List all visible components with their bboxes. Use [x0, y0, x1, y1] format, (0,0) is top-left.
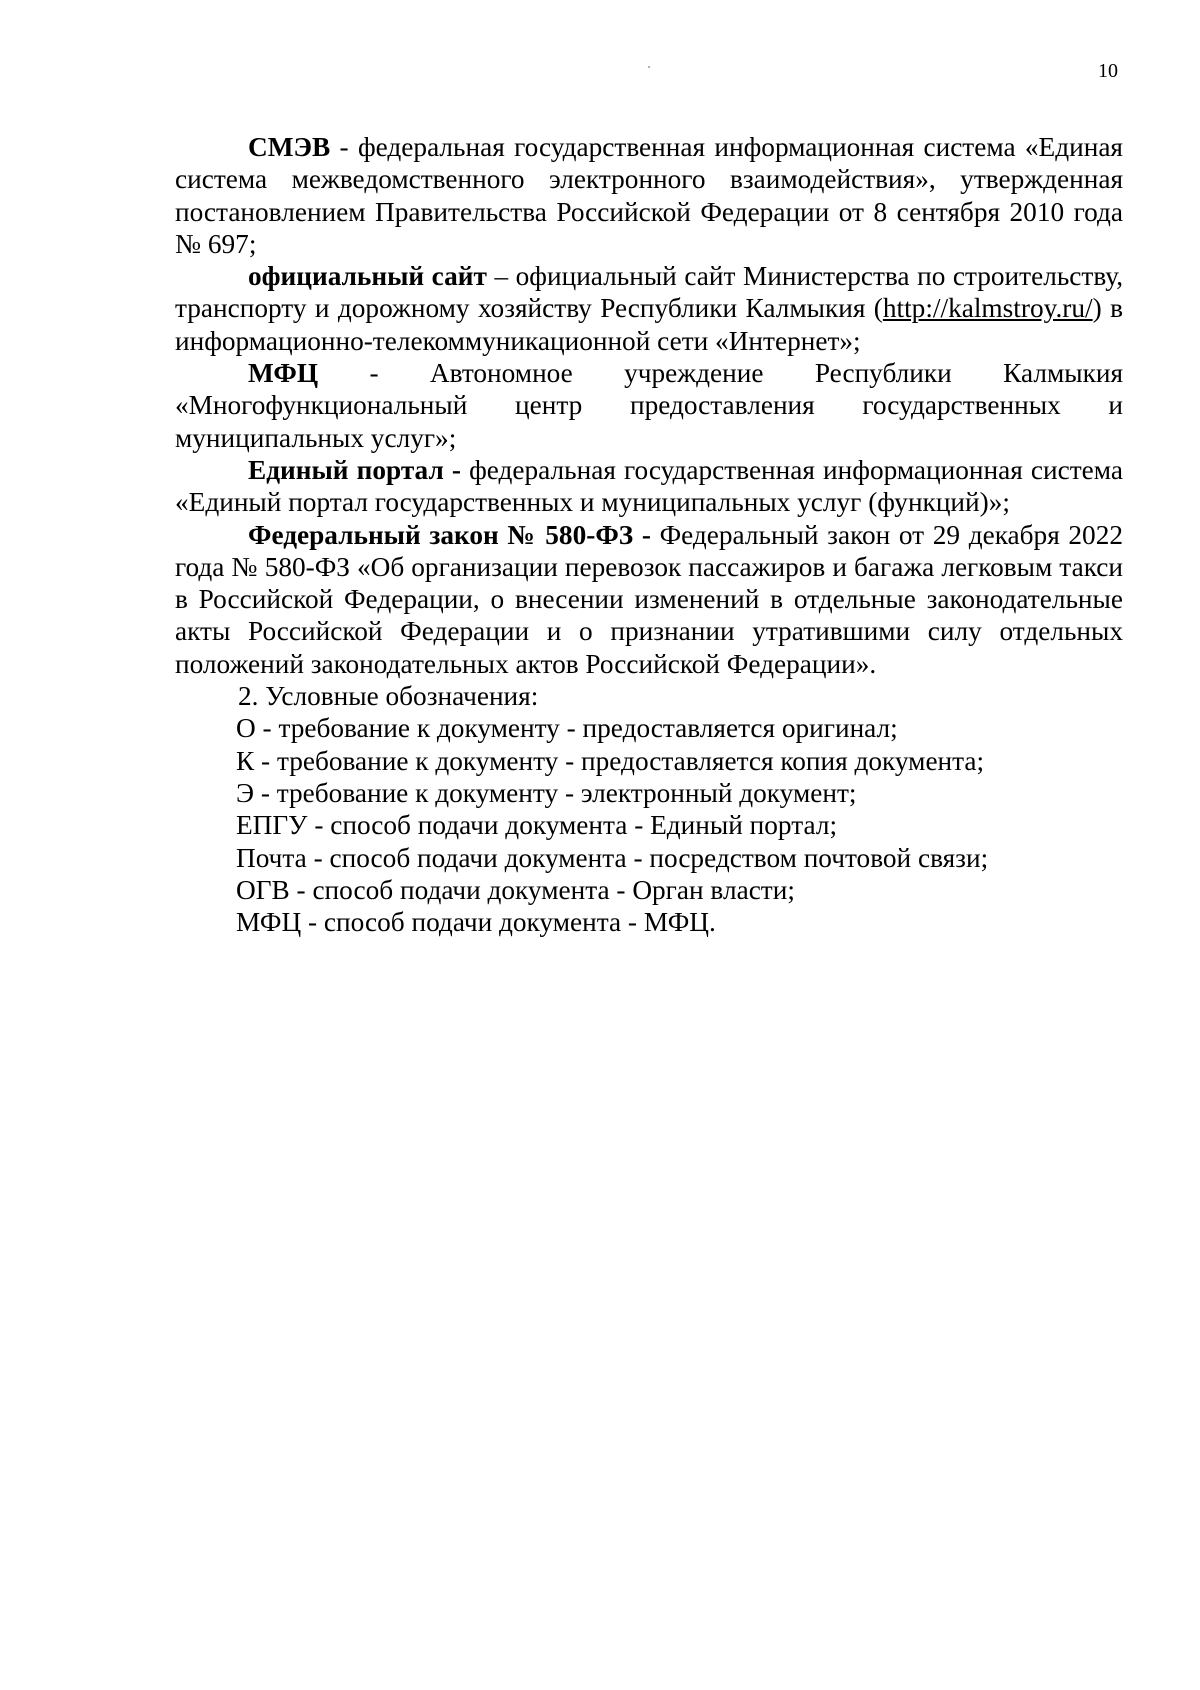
definition-text: Автономное учреждение Республики Калмыкия «Многофункциональный центр предоставления государственных и муниципальных услуг»;: [175, 358, 1124, 453]
official-site-link[interactable]: http://kalmstroy.ru/: [882, 293, 1093, 324]
legend-item: О - требование к документу - предоставляется оригинал;: [236, 713, 898, 744]
definition-term: Единый портал -: [248, 454, 461, 485]
definition-term: официальный сайт: [248, 261, 487, 292]
definition-text: официальный сайт Министерства по строительству, транспорту и дорожному хозяйству Республики Калмыкия (: [175, 261, 1124, 324]
definition-separator: [651, 520, 660, 550]
definition-separator: –: [486, 261, 516, 292]
definition-text: федеральная государственная информационная система «Единая система межведомственного электронного взаимодействия», утвержденная постановлением Правительства Российской Федерации от 8 сентября 2010 года № 697;: [175, 132, 1123, 259]
legend-item: Э - требование к документу - электронный документ;: [236, 777, 857, 808]
legend-item: ОГВ - способ подачи документа - Орган власти;: [236, 874, 795, 905]
definition-text-tail: ) в информационно-телекоммуникационной сети «Интернет»;: [175, 293, 1123, 356]
legend-item: Почта - способ подачи документа - посредством почтовой связи;: [236, 842, 989, 873]
definition-text: федеральная государственная информационная система «Единый портал государственных и муниципальных услуг (функций)»;: [175, 454, 1123, 518]
definition-separator: -: [330, 132, 358, 162]
definition-separator: -: [318, 358, 430, 389]
document-body: [175, 131, 1123, 938]
section-title: 2. Условные обозначения:: [238, 681, 539, 712]
legend-item: ЕПГУ - способ подачи документа - Единый портал;: [236, 810, 838, 841]
scan-speck: [648, 66, 650, 68]
definition-term: Федеральный закон № 580-ФЗ -: [248, 519, 651, 550]
definition-term: МФЦ: [248, 358, 319, 389]
definition-separator: [461, 455, 469, 485]
definition-smev: [175, 131, 1123, 260]
definition-official-site: [175, 260, 1123, 357]
definition-single-portal: [175, 454, 1123, 519]
definition-term: СМЭВ: [248, 132, 331, 162]
definition-text: Федеральный закон от 29 декабря 2022 года № 580-ФЗ «Об организации перевозок пассажиров и багажа легковым такси в Российской Федерации, о внесении изменений в отдельные законодательные акты Российской Федерации и о признании утратившими силу отдельных положений законодательных актов Российской Федерации».: [175, 519, 1123, 679]
legend-item: МФЦ - способ подачи документа - МФЦ.: [236, 907, 716, 938]
definition-federal-law: [175, 519, 1123, 680]
definition-mfc: [175, 357, 1123, 454]
legend-item: К - требование к документу - предоставляется копия документа;: [236, 745, 985, 776]
page-number: 10: [1098, 60, 1118, 82]
